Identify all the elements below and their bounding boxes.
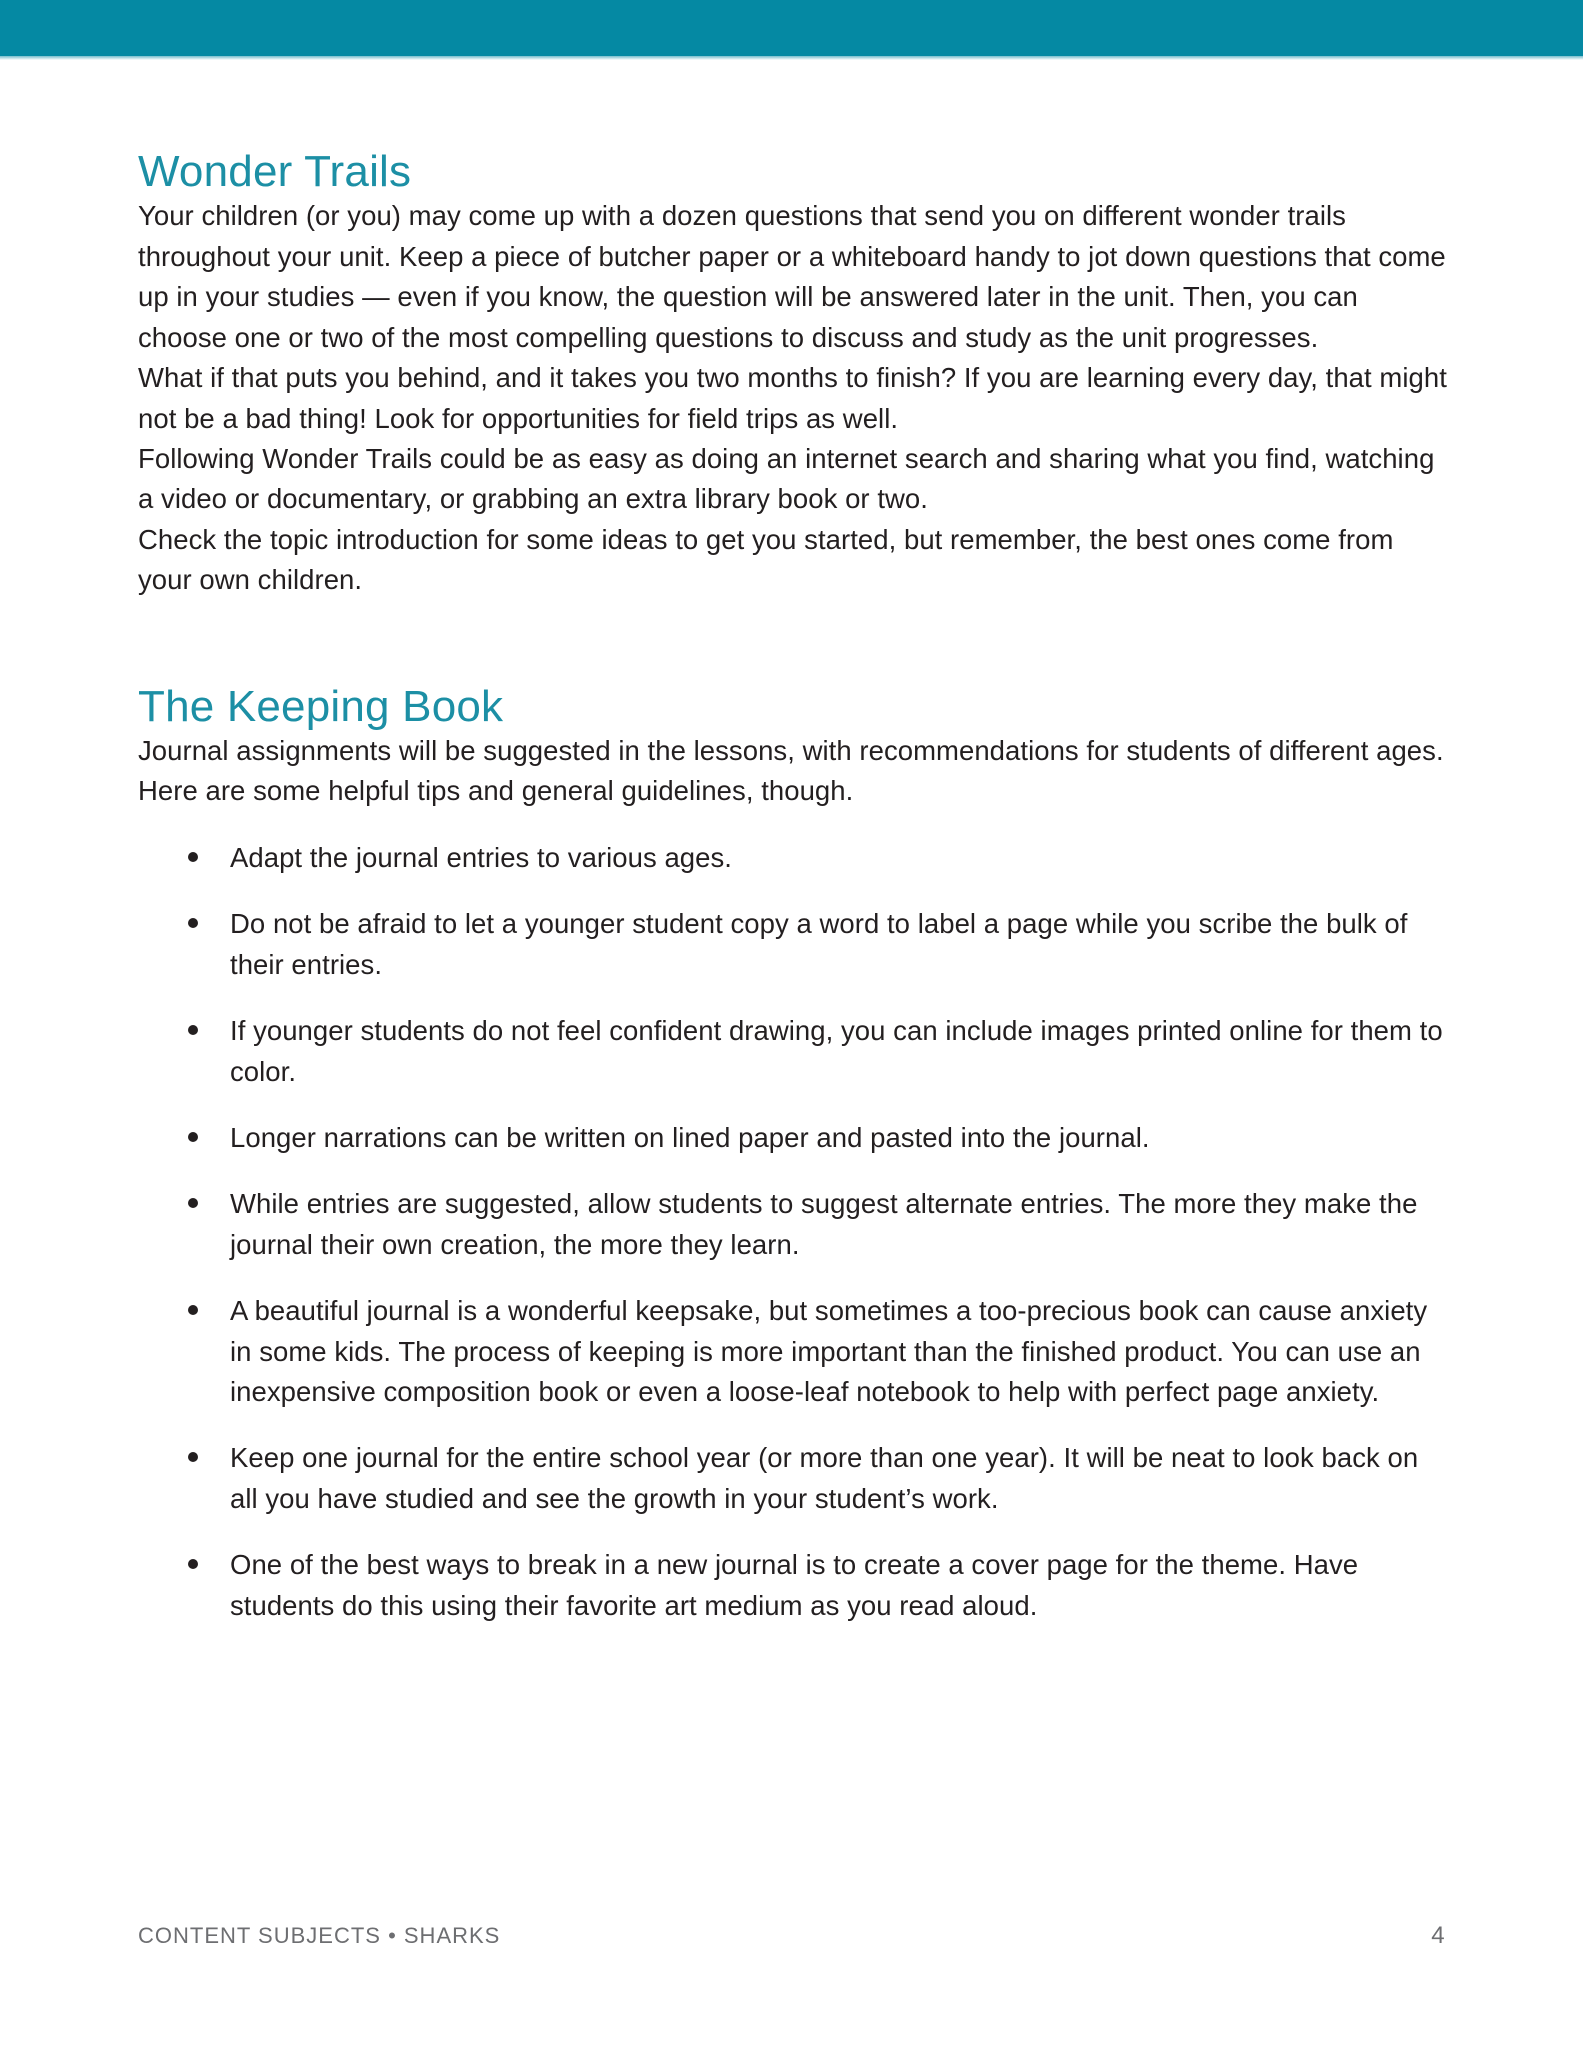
list-item-text: Keep one journal for the entire school year (or more than one year). It will be neat to look back on all you have studied and see the growth in your student’s work.: [230, 1442, 1419, 1514]
keeping-book-bullet-list: [138, 838, 1448, 1626]
list-item-text: Adapt the journal entries to various ages.: [230, 841, 732, 873]
paragraph: Following Wonder Trails could be as easy as doing an internet search and sharing what you find, watching a video or documentary, or grabbing an extra library book or two.: [138, 442, 1435, 515]
section-the-keeping-book: [138, 601, 1448, 1627]
bullet-point-icon: [188, 1559, 198, 1569]
list-item-text: While entries are suggested, allow students to suggest alternate entries. The more they make the journal their own creation, the more they learn.: [230, 1188, 1418, 1260]
paragraph: Check the topic introduction for some ideas to get you started, but remember, the best ones come from your own children.: [138, 523, 1394, 596]
bullet-point-icon: [188, 1025, 198, 1035]
list-item-text: One of the best ways to break in a new journal is to create a cover page for the theme. Have students do this using their favorite art medium as you read aloud.: [230, 1549, 1359, 1621]
paragraph: Your children (or you) may come up with a dozen questions that send you on different wonder trails throughout your unit. Keep a piece of butcher paper or a whiteboard handy to jot down questions that come up in your studies — even if you know, the question will be answered later in the unit. Then, you can choose one or two of the most compelling questions to discuss and study as the unit progresses.: [138, 200, 1446, 353]
list-item: [138, 1184, 1448, 1265]
bullet-point-icon: [188, 1132, 198, 1142]
page-content: [138, 56, 1448, 1626]
page-footer: [138, 1922, 1445, 1950]
list-item: [138, 904, 1448, 985]
bullet-point-icon: [188, 918, 198, 928]
page-number: 4: [1431, 1922, 1445, 1949]
list-item-text: If younger students do not feel confident drawing, you can include images printed online for them to color.: [230, 1015, 1443, 1087]
bullet-point-icon: [188, 1452, 198, 1462]
list-item: [138, 1545, 1448, 1626]
list-item-text: Do not be afraid to let a younger student copy a word to label a page while you scribe the bulk of their entries.: [230, 908, 1408, 980]
list-item: [138, 1118, 1448, 1158]
paragraph: Journal assignments will be suggested in the lessons, with recommendations for students of different ages. Here are some helpful tips and general guidelines, though.: [138, 735, 1444, 807]
bullet-point-icon: [188, 1305, 198, 1315]
section-heading-the-keeping-book: The Keeping Book: [138, 681, 504, 731]
section-wonder-trails: [138, 56, 1448, 601]
bullet-point-icon: [188, 1198, 198, 1208]
list-item-text: Longer narrations can be written on lined paper and pasted into the journal.: [230, 1121, 1150, 1153]
top-accent-bar: [0, 0, 1583, 56]
list-item: [138, 1011, 1448, 1092]
paragraph: What if that puts you behind, and it takes you two months to finish? If you are learning every day, that might not be a bad thing! Look for opportunities for field trips as well.: [138, 362, 1447, 434]
list-item-text: A beautiful journal is a wonderful keepsake, but sometimes a too-precious book can cause anxiety in some kids. The process of keeping is more important than the finished product. You can use an inexpensive composition book or even a loose-leaf notebook to help with perfect page anxiety.: [230, 1295, 1428, 1408]
list-item: [138, 1438, 1448, 1519]
list-item: [138, 1291, 1448, 1412]
footer-breadcrumb: CONTENT SUBJECTS • SHARKS: [138, 1923, 501, 1948]
bullet-point-icon: [188, 852, 198, 862]
section-heading-wonder-trails: Wonder Trails: [138, 147, 412, 196]
list-item: [138, 838, 1448, 878]
